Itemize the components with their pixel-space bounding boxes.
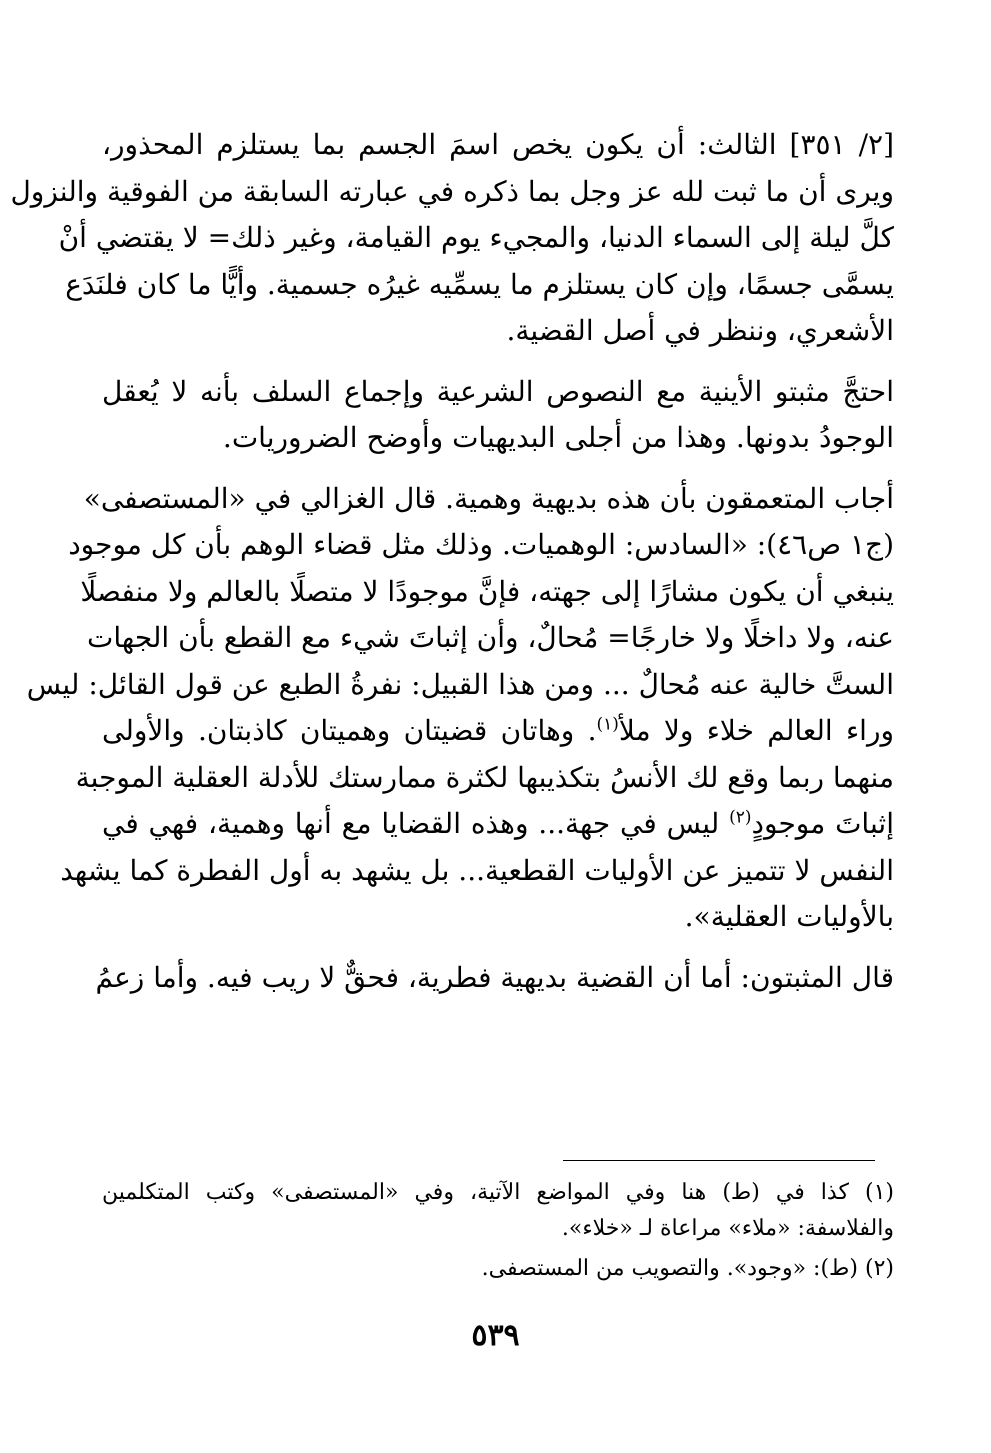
footnote-marker: (١) [865, 1180, 895, 1205]
footnote-marker: (٢) [864, 1256, 894, 1281]
paragraph-ghazali-quote [26, 476, 894, 941]
footnote-text: كذا في (ط) هنا وفي المواضع الآتية، وفي «المستصفى» وكتب المتكلمين [102, 1180, 849, 1205]
text-line: بالأوليات العقلية». [684, 900, 894, 933]
text-line: عنه، ولا داخلًا ولا خارجًا= مُحالٌ، وأن إثباتَ شيء مع القطع بأن الجهات [87, 621, 894, 654]
text-line: (ج١ ص٤٦): «السادس: الوهميات. وذلك مثل قضاء الوهم بأن كل موجود [68, 528, 894, 561]
text-line: قال المثبتون: أما أن القضية بديهية فطرية، فحقٌّ لا ريب فيه. وأما زعمُ [95, 960, 894, 994]
text-line-with-note [102, 801, 894, 848]
paragraph-argument [102, 369, 894, 462]
footnote-ref-2[interactable]: (٢) [729, 807, 752, 828]
text-line: الأشعري، وننظر في أصل القضية. [506, 314, 894, 347]
text-line: الستَّ خالية عنه مُحالٌ ... ومن هذا القبيل: نفرةُ الطبع عن قول القائل: ليس [26, 667, 894, 701]
text-segment: . وهاتان قضيتان وهميتان كاذبتان. والأولى [102, 714, 597, 747]
paragraph-third-point [10, 122, 894, 355]
text-segment: إثباتَ موجودٍ [751, 807, 894, 840]
footnotes [102, 1175, 894, 1291]
footnote-divider [563, 1160, 875, 1161]
text-line: ويرى أن ما ثبت لله عز وجل بما ذكره في عبارته السابقة من الفوقية والنزول [10, 174, 894, 208]
text-line-with-note [102, 708, 894, 755]
text-segment: ليس في جهة... وهذه القضايا مع أنها وهمية، فهي في [102, 807, 730, 840]
footnote-line [102, 1175, 894, 1211]
text-line: أجاب المتعمقون بأن هذه بديهية وهمية. قال الغزالي في «المستصفى» [83, 481, 894, 515]
text-line: [٢/ ٣٥١] الثالث: أن يكون يخص اسمَ الجسم بما يستلزم المحذور، [102, 128, 894, 161]
text-line: الوجودُ بدونها. وهذا من أجلى البديهيات وأوضح الضروريات. [222, 421, 894, 454]
text-line: كلَّ ليلة إلى السماء الدنيا، والمجيء يوم القيامة، وغير ذلك= لا يقتضي أنْ [58, 221, 894, 254]
text-line: النفس لا تتميز عن الأوليات القطعية... بل يشهد به أول الفطرة كما يشهد [60, 853, 894, 887]
text-segment: وراء العالم خلاء ولا ملأ [618, 714, 894, 747]
text-line: احتجَّ مثبتو الأينية مع النصوص الشرعية وإجماع السلف بأنه لا يُعقل [102, 374, 894, 408]
paragraph-reply [95, 955, 894, 1002]
footnote-ref-1[interactable]: (١) [596, 714, 619, 735]
footnote-text: (ط): «وجود». والتصويب من المستصفى. [481, 1256, 858, 1281]
text-line: ينبغي أن يكون مشارًا إلى جهته، فإنَّ موجودًا لا متصلًا بالعالم ولا منفصلًا [80, 574, 894, 608]
page-number: ٥٣٩ [471, 1318, 520, 1353]
main-text [10, 122, 894, 1001]
footnote-2 [102, 1251, 894, 1287]
text-line: منهما ربما وقع لك الأنسُ بتكذيبها لكثرة ممارستك للأدلة العقلية الموجبة [75, 760, 894, 794]
footnote-line: والفلاسفة: «ملاء» مراعاة لـ «خلاء». [561, 1216, 894, 1241]
footnote-line [102, 1251, 894, 1287]
footnote-1 [102, 1175, 894, 1247]
text-line: يسمَّى جسمًا، وإن كان يستلزم ما يسمِّيه غيرُه جسمية. وأيًّا ما كان فلنَدَع [65, 267, 894, 301]
